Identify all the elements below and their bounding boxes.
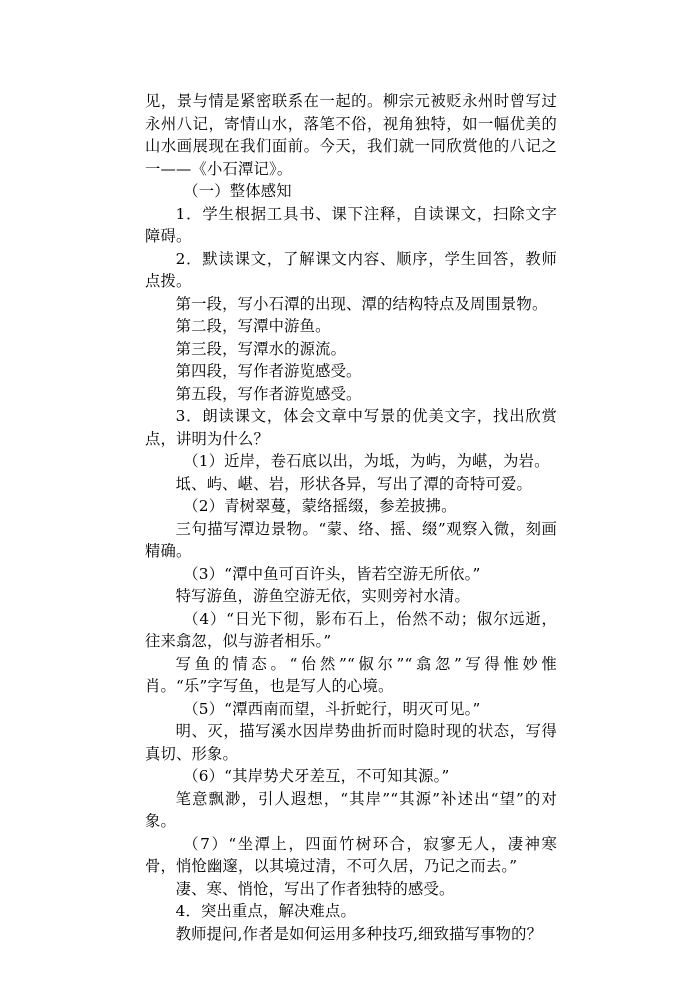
comment-6: 笔意飘渺，引人遐想，“其岸”“其源”补述出“望”的对象。 — [145, 789, 557, 830]
quote-4: （4）“日光下彻，影布石上，佁然不动；俶尔远逝，往来翕忽，似与游者相乐。” — [145, 609, 557, 650]
comment-5: 明、灭，描写溪水因岸势曲折而时隐时现的状态，写得真切、形象。 — [145, 722, 557, 763]
section-heading-overall: （一）整体感知 — [183, 182, 292, 200]
summary-paragraph-1: 第一段，写小石潭的出现、潭的结构特点及周围景物。 — [175, 294, 548, 313]
quote-3: （3）“潭中鱼可百许头，皆若空游无所依。” — [183, 564, 481, 583]
document-page — [145, 90, 557, 945]
intro-paragraph: 见，景与情是紧密联系在一起的。柳宗元被贬永州时曾写过永州八记，寄情山水，落笔不俗，视角独特，如一幅优美的山水画展现在我们面前。今天，我们就一同欣赏他的八记之一——《小石潭记》。 — [145, 92, 557, 178]
quote-6: （6）“其岸势犬牙差互，不可知其源。” — [183, 767, 450, 785]
comment-2: 三句描写潭边景物。“蒙、络、摇、缀”观察入微，刻画精确。 — [145, 519, 557, 560]
summary-paragraph-3: 第三段，写潭水的源流。 — [175, 339, 347, 358]
step-2: 2．默读课文，了解课文内容、顺序，学生回答，教师点拨。 — [145, 249, 557, 290]
teacher-question: 教师提问,作者是如何运用多种技巧,细致描写事物的？ — [175, 924, 543, 943]
step-1: 1．学生根据工具书、课下注释，自读课文，扫除文字障碍。 — [145, 204, 557, 245]
comment-3: 特写游鱼，游鱼空游无依，实则旁衬水清。 — [175, 587, 471, 605]
quote-5: （5）“潭西南而望，斗折蛇行，明灭可见。” — [183, 699, 481, 718]
comment-4: 写鱼的情态。“佁然”“俶尔”“翕忽”写得惟妙惟肖。“乐”字写鱼，也是写人的心境。 — [145, 654, 557, 695]
quote-2: （2）青树翠蔓，蒙络摇缀，参差披拂。 — [183, 497, 457, 515]
comment-7: 凄、寒、悄怆，写出了作者独特的感受。 — [175, 879, 455, 898]
quote-1: （1）近岸，卷石底以出，为坻，为屿，为嵁，为岩。 — [183, 452, 550, 470]
summary-paragraph-4: 第四段，写作者游览感受。 — [175, 362, 362, 380]
step-3: 3．朗读课文，体会文章中写景的优美文字，找出欣赏点，讲明为什么？ — [145, 407, 557, 448]
summary-paragraph-2: 第二段，写潭中游鱼。 — [175, 317, 331, 335]
summary-paragraph-5: 第五段，写作者游览感受。 — [175, 384, 362, 403]
quote-7: （7）“坐潭上，四面竹树环合，寂寥无人，凄神寒骨，悄怆幽邃，以其境过清，不可久居，乃记之而去。” — [145, 834, 557, 875]
step-4: 4．突出重点，解决难点。 — [175, 902, 356, 920]
comment-1: 坻、屿、嵁、岩，形状各异，写出了潭的奇特可爱。 — [175, 474, 533, 493]
